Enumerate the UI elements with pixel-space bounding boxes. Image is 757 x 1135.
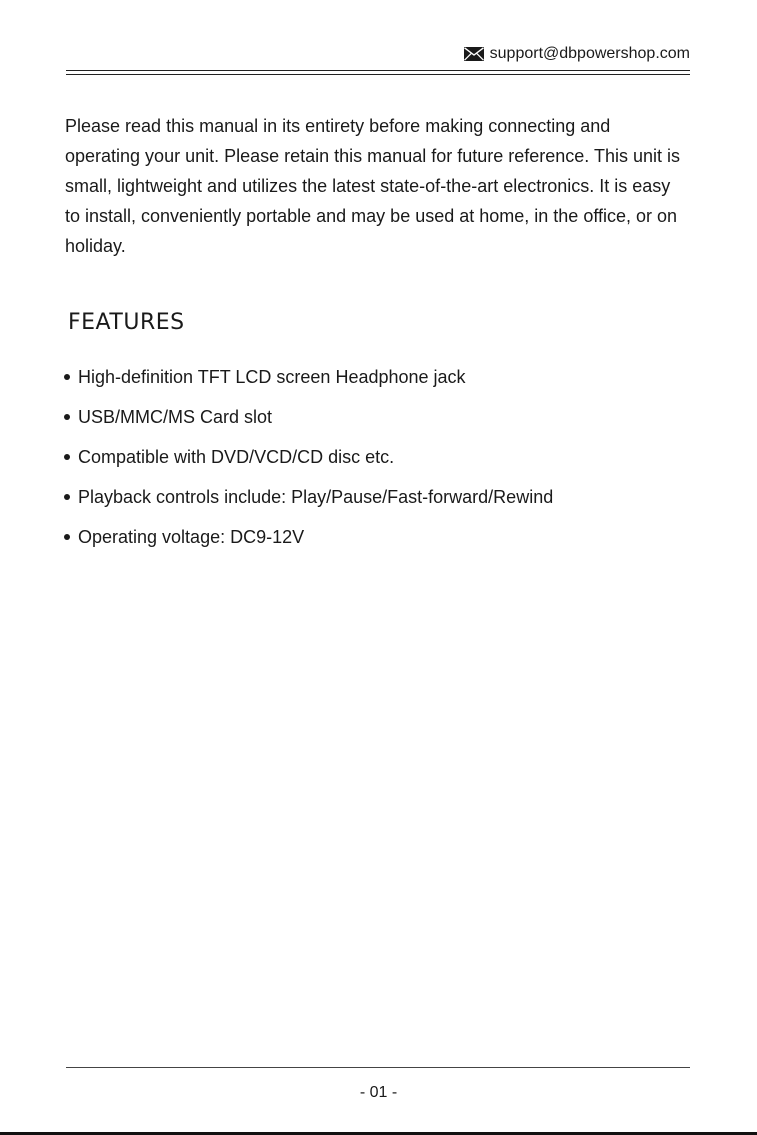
footer-divider [66, 1067, 690, 1068]
intro-paragraph: Please read this manual in its entirety before making connecting and operating your unit. Please retain this manual for future reference. This unit is small, lightweight and utilizes the latest state-of-the-art electronics. It is easy to install, conveniently portable and may be used at home, in the office, or on holiday. [65, 116, 680, 256]
header-divider [66, 70, 690, 75]
feature-item [62, 481, 553, 521]
bullet-icon [64, 374, 70, 380]
feature-item [62, 521, 553, 561]
features-heading: FEATURES [68, 310, 185, 335]
feature-text: Playback controls include: Play/Pause/Fast-forward/Rewind [78, 487, 554, 507]
support-email[interactable]: support@dbpowershop.com [489, 45, 690, 62]
features-list [62, 361, 553, 561]
feature-text: Operating voltage: DC9-12V [78, 527, 305, 547]
page-number: - 01 - [359, 1084, 398, 1101]
feature-item [62, 401, 553, 441]
feature-item [62, 441, 553, 481]
bullet-icon [64, 534, 70, 540]
envelope-icon [464, 47, 484, 61]
feature-item [62, 361, 553, 401]
feature-text: USB/MMC/MS Card slot [78, 407, 273, 427]
bullet-icon [64, 414, 70, 420]
bullet-icon [64, 454, 70, 460]
page-header [66, 44, 690, 64]
bullet-icon [64, 494, 70, 500]
feature-text: High-definition TFT LCD screen Headphone jack [78, 367, 466, 387]
feature-text: Compatible with DVD/VCD/CD disc etc. [78, 447, 395, 467]
